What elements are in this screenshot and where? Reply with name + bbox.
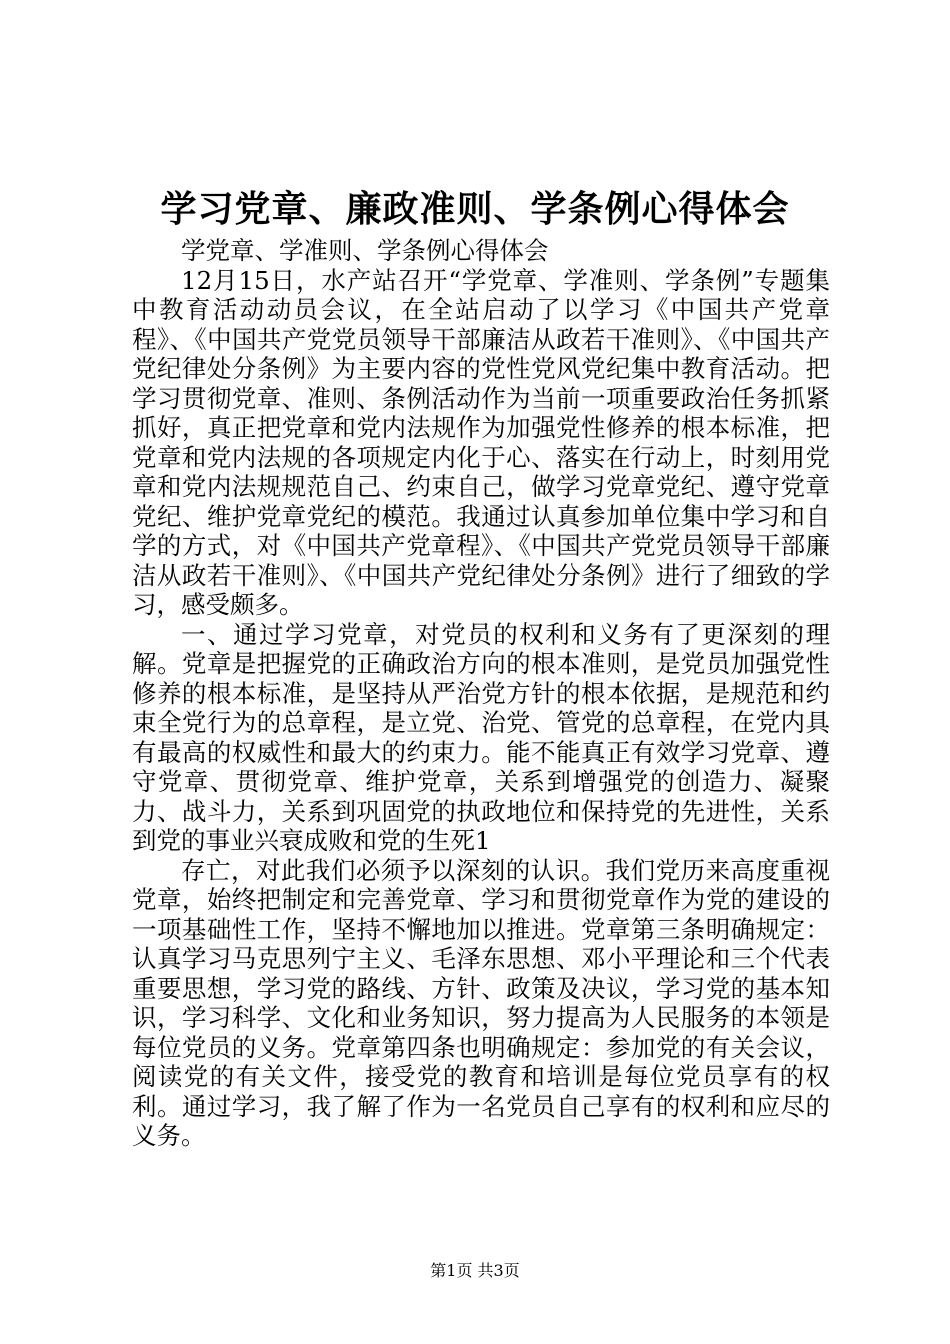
page-footer [0,1261,950,1281]
body-paragraph: 存亡，对此我们必须予以深刻的认识。我们党历来高度重视党章，始终把制定和完善党章、学习和贯彻党章作为党的建设的一项基础性工作，坚持不懈地加以推进。党章第三条明确规定：认真学习马克思列宁主义、毛泽东思想、邓小平理论和三个代表重要思想，学习党的路线、方针、政策及决议，学习党的基本知识，学习科学、文化和业务知识，努力提高为人民服务的本领是每位党员的义务。党章第四条也明确规定：参加党的有关会议，阅读党的有关文件，接受党的教育和培训是每位党员享有的权利。通过学习，我了解了作为一名党员自己享有的权利和应尽的义务。 [132,855,830,1150]
body-paragraph: 12月15日，水产站召开“学党章、学准则、学条例”专题集中教育活动动员会议，在全站启动了以学习《中国共产党章程》、《中国共产党党员领导干部廉洁从政若干准则》、《中国共产党纪律处分条例》为主要内容的党性党风党纪集中教育活动。把学习贯彻党章、准则、条例活动作为当前一项重要政治任务抓紧抓好，真正把党章和党内法规作为加强党性修养的根本标准，把党章和党内法规的各项规定内化于心、落实在行动上，时刻用党章和党内法规规范自己、约束自己，做学习党章党纪、遵守党章党纪、维护党章党纪的模范。我通过认真参加单位集中学习和自学的方式，对《中国共产党章程》、《中国共产党党员领导干部廉洁从政若干准则》、《中国共产党纪律处分条例》进行了细致的学习，感受颇多。 [132,265,830,619]
body-paragraph: 一、通过学习党章，对党员的权利和义务有了更深刻的理解。党章是把握党的正确政治方向的根本准则，是党员加强党性修养的根本标准，是坚持从严治党方针的根本依据，是规范和约束全党行为的总章程，是立党、治党、管党的总章程，在党内具有最高的权威性和最大的约束力。能不能真正有效学习党章、遵守党章、贯彻党章、维护党章，关系到增强党的创造力、凝聚力、战斗力，关系到巩固党的执政地位和保持党的先进性，关系到党的事业兴衰成败和党的生死1 [132,619,830,855]
subtitle-paragraph: 学党章、学准则、学条例心得体会 [181,236,549,265]
document-title: 学习党章、廉政准则、学条例心得体会 [160,188,790,230]
page-total: 共3页 [477,1261,520,1280]
page-number: 第1页 [430,1261,473,1280]
document-body [132,236,830,1151]
